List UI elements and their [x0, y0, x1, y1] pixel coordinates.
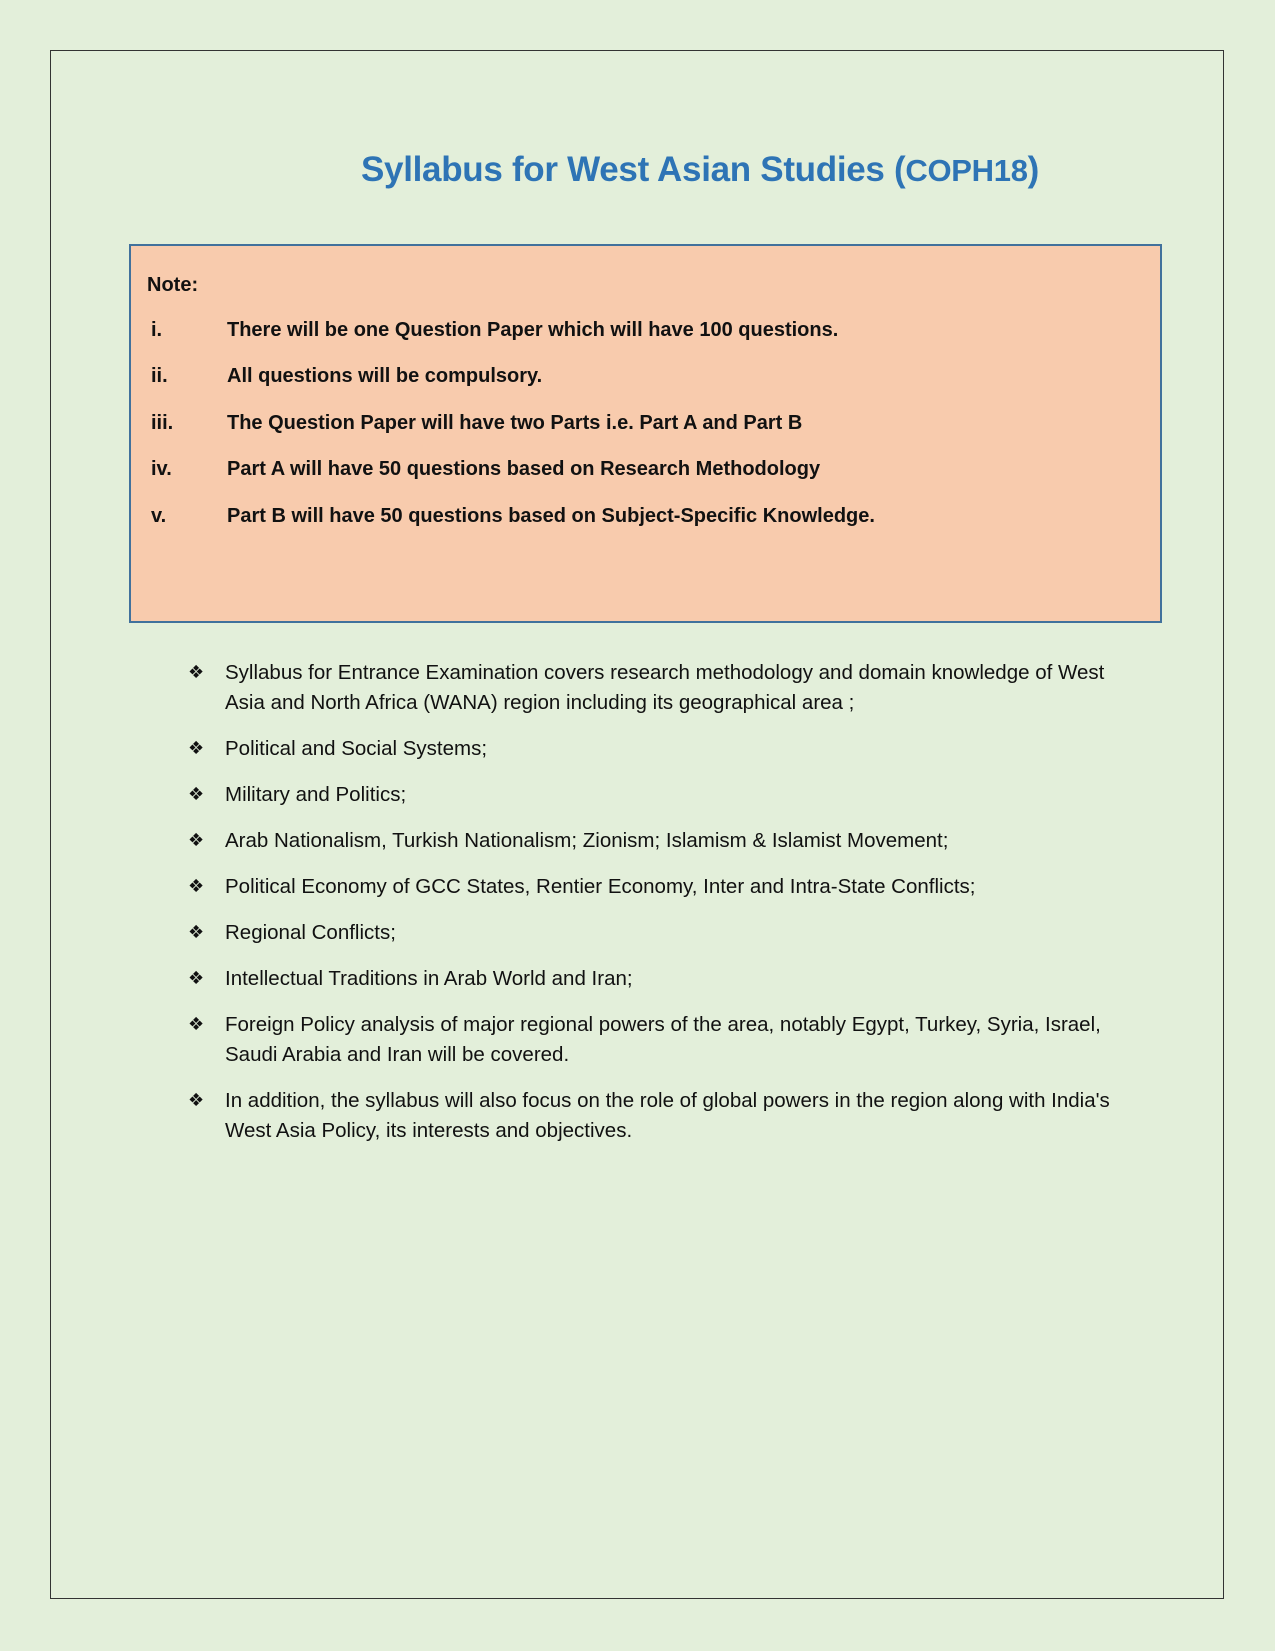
- note-item-number: i.: [151, 319, 163, 341]
- list-item: [188, 964, 1138, 994]
- list-item: [188, 658, 1138, 718]
- note-box: [129, 244, 1162, 623]
- diamond-bullet-icon: ❖: [188, 662, 205, 683]
- title-main: Syllabus for West Asian Studies (: [360, 150, 906, 189]
- list-item-text: In addition, the syllabus will also focus on the role of global powers in the region along with India's West Asia Policy, its interests and objectives.: [225, 1089, 1110, 1142]
- list-item: [188, 1010, 1138, 1070]
- note-item-text: The Question Paper will have two Parts i.e. Part A and Part B: [227, 412, 803, 434]
- list-item-text: Military and Politics;: [225, 783, 407, 806]
- diamond-bullet-icon: ❖: [188, 738, 205, 759]
- diamond-bullet-icon: ❖: [188, 1090, 205, 1111]
- syllabus-list: [188, 658, 1138, 1162]
- title-close: ): [1027, 150, 1039, 189]
- note-item-number: iv.: [151, 458, 172, 480]
- diamond-bullet-icon: ❖: [188, 1014, 205, 1035]
- note-item-text: There will be one Question Paper which will have 100 questions.: [227, 319, 839, 341]
- diamond-bullet-icon: ❖: [188, 968, 205, 989]
- list-item: [188, 872, 1138, 902]
- list-item-text: Arab Nationalism, Turkish Nationalism; Zionism; Islamism & Islamist Movement;: [225, 829, 949, 852]
- note-item: [151, 365, 542, 388]
- note-item-number: v.: [151, 505, 167, 527]
- diamond-bullet-icon: ❖: [188, 830, 205, 851]
- note-label: Note:: [147, 274, 199, 296]
- diamond-bullet-icon: ❖: [188, 876, 205, 897]
- list-item: [188, 734, 1138, 764]
- page-title: [0, 150, 1275, 190]
- list-item-text: Political and Social Systems;: [225, 737, 488, 760]
- diamond-bullet-icon: ❖: [188, 922, 205, 943]
- list-item-text: Regional Conflicts;: [225, 921, 396, 944]
- note-item: [151, 505, 875, 528]
- note-item-text: Part A will have 50 questions based on Research Methodology: [227, 458, 821, 480]
- course-code: COPH18: [905, 153, 1028, 188]
- list-item-text: Intellectual Traditions in Arab World and Iran;: [225, 967, 633, 990]
- list-item: [188, 826, 1138, 856]
- note-item-text: All questions will be compulsory.: [227, 365, 543, 387]
- note-item: [151, 319, 838, 342]
- note-item-number: ii.: [151, 365, 168, 387]
- note-item-number: iii.: [151, 412, 174, 434]
- note-item: [151, 412, 802, 435]
- list-item-text: Foreign Policy analysis of major regional powers of the area, notably Egypt, Turkey, Syria, Israel, Saudi Arabia and Iran will be covered.: [225, 1013, 1101, 1066]
- list-item: [188, 918, 1138, 948]
- note-item-text: Part B will have 50 questions based on Subject-Specific Knowledge.: [227, 505, 875, 527]
- diamond-bullet-icon: ❖: [188, 784, 205, 805]
- list-item-text: Political Economy of GCC States, Rentier Economy, Inter and Intra-State Conflicts;: [225, 875, 976, 898]
- list-item: [188, 1086, 1138, 1146]
- list-item: [188, 780, 1138, 810]
- note-item: [151, 458, 820, 481]
- list-item-text: Syllabus for Entrance Examination covers research methodology and domain knowledge of West Asia and North Africa (WANA) region including its geographical area ;: [225, 661, 1105, 714]
